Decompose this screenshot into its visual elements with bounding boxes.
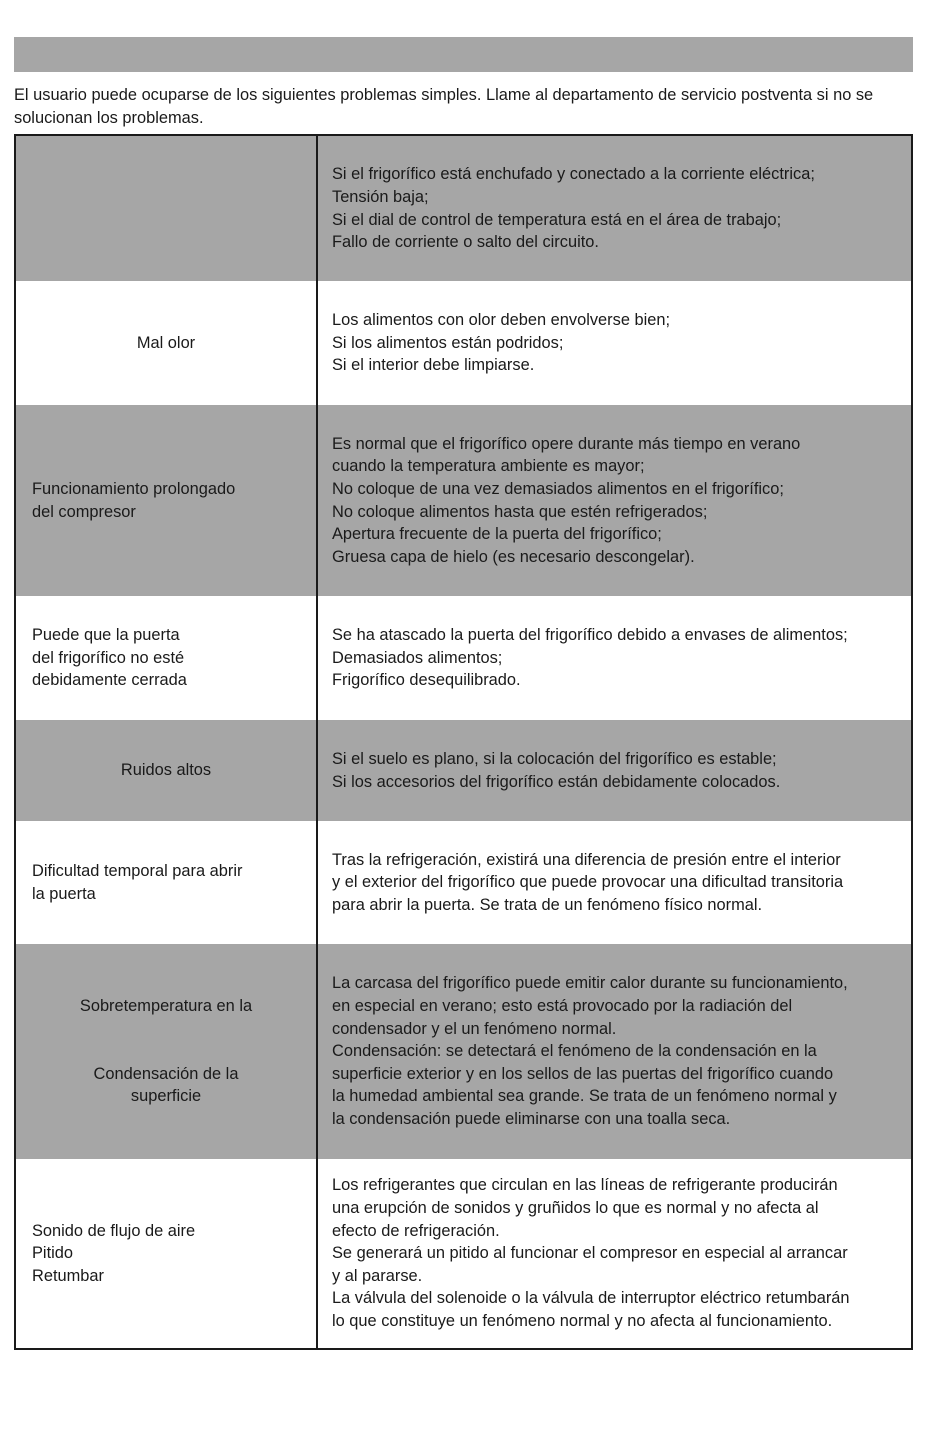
cause-line: Apertura frecuente de la puerta del frigorífico; — [332, 525, 662, 544]
table-row — [15, 135, 912, 281]
cause-line: Fallo de corriente o salto del circuito. — [332, 233, 599, 252]
problem-line: Sonido de flujo de aire — [32, 1221, 196, 1240]
cause-line: La carcasa del frigorífico puede emitir calor durante su funcionamiento, — [332, 974, 848, 993]
cause-line: y al pararse. — [332, 1266, 423, 1285]
cause-line: lo que constituye un fenómeno normal y no afecta al funcionamiento. — [332, 1311, 833, 1330]
cause-line: la humedad ambiental sea grande. Se trata de un fenómeno normal y — [332, 1087, 837, 1106]
cause-line: y el exterior del frigorífico que puede provocar una dificultad transitoria — [332, 873, 844, 892]
cause-line: efecto de refrigeración. — [332, 1221, 500, 1240]
problem-line: Retumbar — [32, 1266, 104, 1285]
cause-line: cuando la temperatura ambiente es mayor; — [332, 457, 645, 476]
problem-cell — [15, 944, 317, 1159]
problem-line: Mal olor — [136, 333, 196, 352]
problem-line: debidamente cerrada — [32, 671, 187, 690]
cause-line: No coloque alimentos hasta que estén refrigerados; — [332, 502, 708, 521]
problem-cell — [15, 405, 317, 596]
cause-line: en especial en verano; esto está provocado por la radiación del — [332, 997, 793, 1016]
causes-cell — [317, 1159, 912, 1349]
cause-line: Tensión baja; — [332, 187, 429, 206]
problem-cell — [15, 821, 317, 944]
problem-line: Funcionamiento prolongado — [32, 479, 236, 498]
cause-line: Frigorífico desequilibrado. — [332, 671, 521, 690]
problem-line: Dificultad temporal para abrir — [32, 861, 243, 880]
causes-cell — [317, 596, 912, 720]
intro-text: El usuario puede ocuparse de los siguientes problemas simples. Llame al departamento de servicio postventa si no se solucionan los problemas. — [14, 86, 874, 127]
cause-line: Gruesa capa de hielo (es necesario descongelar). — [332, 547, 695, 566]
problem-line: Condensación de la — [93, 1064, 239, 1083]
cause-line: superficie exterior y en los sellos de las puertas del frigorífico cuando — [332, 1064, 834, 1083]
causes-cell — [317, 720, 912, 821]
problem-cell — [15, 596, 317, 720]
problem-cell — [15, 720, 317, 821]
problem-cell — [15, 135, 317, 281]
problem-cell — [15, 281, 317, 405]
problem-line: la puerta — [32, 884, 96, 903]
causes-cell — [317, 944, 912, 1159]
cause-line: Demasiados alimentos; — [332, 648, 503, 667]
cause-line: La válvula del solenoide o la válvula de interruptor eléctrico retumbarán — [332, 1289, 850, 1308]
section-header-bar — [14, 37, 913, 72]
problem-line: Ruidos altos — [120, 761, 212, 780]
cause-line: condensador y el un fenómeno normal. — [332, 1019, 617, 1038]
problem-line: del compresor — [32, 502, 136, 521]
table-row — [15, 720, 912, 821]
cause-line: Se generará un pitido al funcionar el compresor en especial al arrancar — [332, 1244, 848, 1263]
cause-line: Los refrigerantes que circulan en las líneas de refrigerante producirán — [332, 1176, 838, 1195]
causes-cell — [317, 405, 912, 596]
table-row — [15, 281, 912, 405]
troubleshooting-table — [14, 134, 913, 1350]
cause-line: Tras la refrigeración, existirá una diferencia de presión entre el interior — [332, 850, 841, 869]
causes-cell — [317, 135, 912, 281]
problem-line: Sobretemperatura en la — [79, 997, 253, 1016]
problem-cell — [15, 1159, 317, 1349]
table-row — [15, 944, 912, 1159]
table-row — [15, 405, 912, 596]
cause-line: No coloque de una vez demasiados alimentos en el frigorífico; — [332, 479, 784, 498]
problem-line: superficie — [130, 1087, 202, 1106]
table-row — [15, 821, 912, 944]
cause-line: Si los accesorios del frigorífico están debidamente colocados. — [332, 772, 781, 791]
cause-line: Los alimentos con olor deben envolverse bien; — [332, 311, 671, 330]
table-row — [15, 596, 912, 720]
cause-line: Si el suelo es plano, si la colocación del frigorífico es estable; — [332, 749, 777, 768]
cause-line: Condensación: se detectará el fenómeno de la condensación en la — [332, 1042, 817, 1061]
cause-line: Si el interior debe limpiarse. — [332, 356, 535, 375]
problem-line: del frigorífico no esté — [32, 648, 185, 667]
problem-line: Pitido — [32, 1244, 74, 1263]
cause-line: para abrir la puerta. Se trata de un fenómeno físico normal. — [332, 895, 763, 914]
cause-line: Si el frigorífico está enchufado y conectado a la corriente eléctrica; — [332, 165, 815, 184]
cause-line: una erupción de sonidos y gruñidos lo que es normal y no afecta al — [332, 1199, 819, 1218]
causes-cell — [317, 281, 912, 405]
cause-line: Es normal que el frigorífico opere durante más tiempo en verano — [332, 434, 801, 453]
cause-line: la condensación puede eliminarse con una toalla seca. — [332, 1109, 731, 1128]
table-row — [15, 1159, 912, 1349]
cause-line: Si el dial de control de temperatura está en el área de trabajo; — [332, 210, 782, 229]
problem-line: Puede que la puerta — [32, 626, 180, 645]
problem-spacer — [26, 1018, 306, 1063]
cause-line: Si los alimentos están podridos; — [332, 333, 564, 352]
causes-cell — [317, 821, 912, 944]
cause-line: Se ha atascado la puerta del frigorífico debido a envases de alimentos; — [332, 626, 848, 645]
